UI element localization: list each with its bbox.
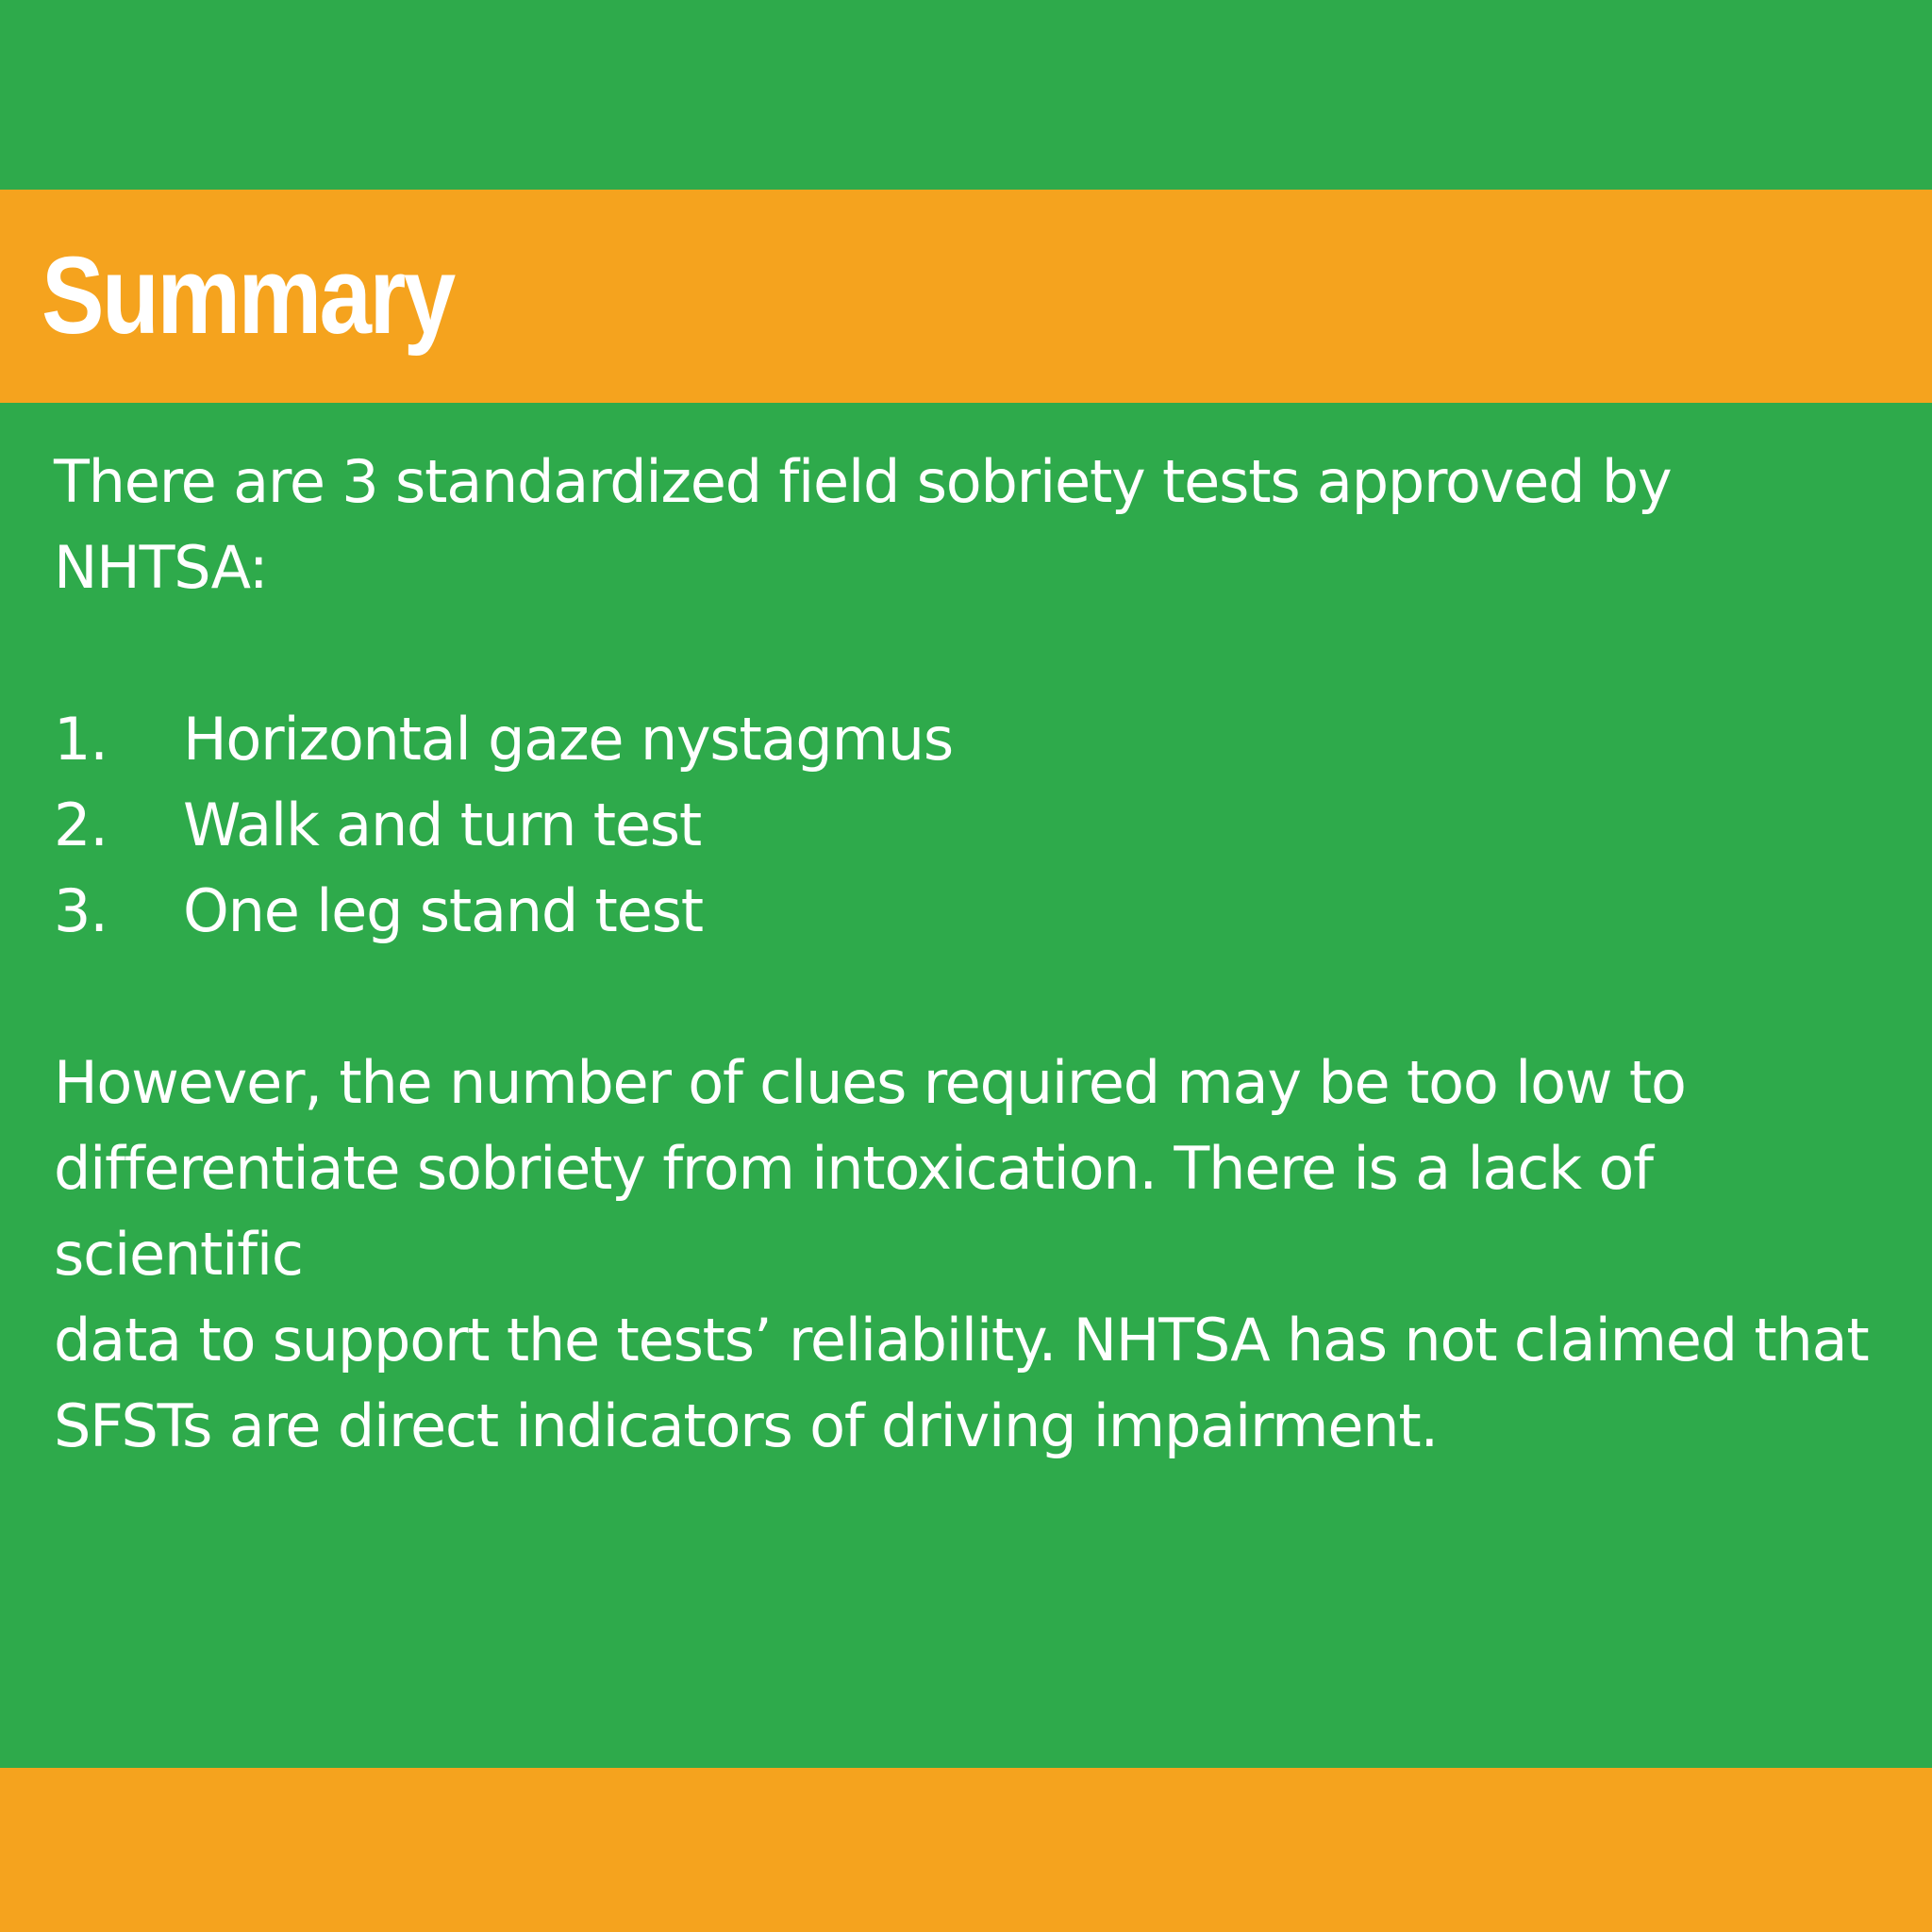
conclusion-line: However, the number of clues required may be too low to bbox=[54, 1048, 1686, 1117]
bottom-orange-band bbox=[0, 1768, 1932, 1932]
test-number: 3. bbox=[54, 876, 108, 945]
conclusion-paragraph bbox=[54, 1040, 1893, 1469]
test-list-item bbox=[54, 782, 1893, 868]
intro-line: NHTSA: bbox=[54, 533, 268, 602]
test-list-item bbox=[54, 696, 1893, 782]
test-list-item bbox=[54, 868, 1893, 954]
intro-paragraph bbox=[54, 439, 1752, 610]
test-label: Horizontal gaze nystagmus bbox=[183, 705, 953, 774]
conclusion-line: differentiate sobriety from intoxication. There is a lack of scientific bbox=[54, 1134, 1653, 1289]
conclusion-line: data to support the tests’ reliability. NHTSA has not claimed that bbox=[54, 1306, 1869, 1374]
page-title: Summary bbox=[42, 234, 454, 357]
test-number: 2. bbox=[54, 791, 108, 859]
test-label: One leg stand test bbox=[183, 876, 703, 945]
test-number: 1. bbox=[54, 705, 108, 774]
top-green-band bbox=[0, 0, 1932, 190]
summary-content bbox=[54, 439, 1893, 1469]
intro-line: There are 3 standardized field sobriety tests approved by bbox=[54, 447, 1672, 516]
test-label: Walk and turn test bbox=[183, 791, 701, 859]
conclusion-line: SFSTs are direct indicators of driving impairment. bbox=[54, 1391, 1439, 1460]
test-list bbox=[54, 696, 1893, 954]
